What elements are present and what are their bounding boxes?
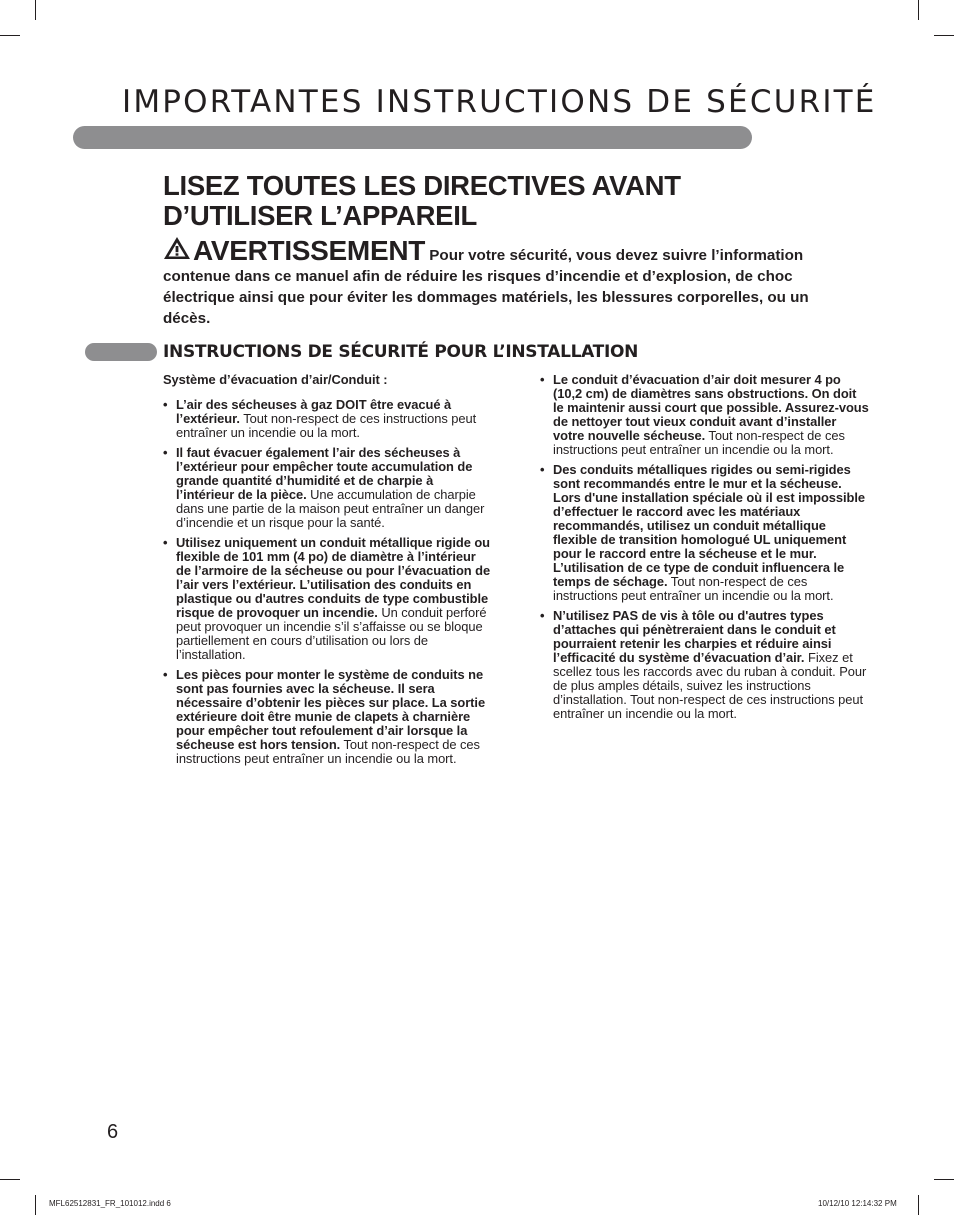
bullet: • bbox=[163, 535, 168, 550]
page-number: 6 bbox=[107, 1121, 119, 1143]
crop-mark-top-right-h bbox=[934, 35, 954, 36]
main-heading-line-1: LISEZ TOUTES LES DIRECTIVES AVANT bbox=[163, 170, 681, 201]
warning-block bbox=[163, 236, 833, 329]
subsection-heading: Système d’évacuation d’air/Conduit : bbox=[163, 372, 388, 387]
list-item bbox=[163, 536, 493, 662]
item-text: Tout non-respect de ces instructions peut entraîner un incendie ou la mort. bbox=[553, 428, 845, 457]
crop-mark-bottom-right-h bbox=[934, 1179, 954, 1180]
left-bullet-list bbox=[163, 398, 493, 766]
bullet: • bbox=[540, 372, 545, 387]
item-bold-text: Le conduit d’évacuation d’air doit mesurer 4 po (10,2 cm) de diamètres sans obstructions. On doit le maintenir aussi court que possible. Assurez-vous de nettoyer tout vieux conduit avant d’installer votre nouvelle sécheuse. bbox=[553, 372, 869, 443]
warning-triangle-icon bbox=[163, 236, 191, 266]
main-heading bbox=[163, 171, 803, 231]
section-marker-bar bbox=[85, 343, 157, 361]
bullet: • bbox=[163, 667, 168, 682]
crop-mark-bottom-right-v bbox=[918, 1195, 919, 1215]
right-column bbox=[540, 373, 870, 727]
item-text: Tout non-respect de ces instructions peut entraîner un incendie ou la mort. bbox=[176, 737, 480, 766]
item-text: Fixez et scellez tous les raccords avec du ruban à conduit. Pour de plus amples détails, suivez les instructions d’installation. Tout non-respect de ces instructions peut entraîner un incendie ou la mort. bbox=[553, 650, 867, 721]
list-item bbox=[163, 446, 493, 530]
item-bold-text: Utilisez uniquement un conduit métallique rigide ou flexible de 101 mm (4 po) de diamètre à l’intérieur de l’armoire de la sécheuse ou pour l’évacuation de l’air vers l’extérieur. L’utilisation des conduits en plastique ou d'autres conduits de type combustible risque de provoquer un incendie. bbox=[176, 535, 491, 620]
crop-mark-top-left-h bbox=[0, 35, 20, 36]
item-bold-text: Les pièces pour monter le système de conduits ne sont pas fournies avec la sécheuse. Il sera nécessaire d’obtenir les pièces sur place. La sortie extérieure doit être munie de clapets à charnière pour empêcher tout refoulement d’air lorsque la sécheuse est hors tension. bbox=[176, 667, 486, 752]
warning-word: AVERTISSEMENT bbox=[193, 235, 426, 266]
crop-mark-bottom-left-v bbox=[35, 1195, 36, 1215]
crop-mark-bottom-left-h bbox=[0, 1179, 20, 1180]
section-title: INSTRUCTIONS DE SÉCURITÉ POUR L’INSTALLATION bbox=[163, 342, 639, 362]
bullet: • bbox=[163, 445, 168, 460]
right-bullet-list bbox=[540, 373, 870, 721]
item-text: Tout non-respect de ces instructions peut entraîner un incendie ou la mort. bbox=[176, 411, 477, 440]
left-column bbox=[163, 373, 493, 772]
item-text: Un conduit perforé peut provoquer un incendie s’il s’affaisse ou se bloque partiellement en cours d’utilisation ou lors de l’installation. bbox=[176, 605, 487, 662]
warning-text: Pour votre sécurité, vous devez suivre l’information contenue dans ce manuel afin de réduire les risques d’incendie et d’explosion, de choc électrique ainsi que pour éviter les dommages matériels, les blessures corporelles, ou un décès. bbox=[163, 247, 809, 327]
item-bold-text: L’air des sécheuses à gaz DOIT être evacué à l’extérieur. bbox=[176, 397, 452, 426]
item-bold-text: Il faut évacuer également l’air des sécheuses à l’extérieur pour empêcher toute accumulation de grande quantité d’humidité et de charpie à l’intérieur de la pièce. bbox=[176, 445, 473, 502]
list-item bbox=[540, 373, 870, 457]
list-item bbox=[540, 463, 870, 603]
warning-heading bbox=[163, 235, 426, 266]
item-bold-text: N’utilisez PAS de vis à tôle ou d'autres types d’attaches qui pénètreraient dans le conduit et pourraient retenir les charpies et réduire ainsi l’efficacité du système d’évacuation d’air. bbox=[553, 608, 836, 665]
item-bold-text: Des conduits métalliques rigides ou semi-rigides sont recommandés entre le mur et la sécheuse. Lors d'une installation spéciale où il est impossible d’effectuer le raccord avec les matériaux recommandés, utilisez un conduit métallique flexible de transition homologué UL uniquement pour le raccord entre la sécheuse et le mur. L’utilisation de ce type de conduit influencera le temps de séchage. bbox=[553, 462, 866, 589]
main-heading-line-2: D’UTILISER L’APPAREIL bbox=[163, 200, 478, 231]
list-item bbox=[163, 668, 493, 766]
item-text: Tout non-respect de ces instructions peut entraîner un incendie ou la mort. bbox=[553, 574, 834, 603]
crop-mark-top-left-v bbox=[35, 0, 36, 20]
bullet: • bbox=[540, 608, 545, 623]
item-text: Une accumulation de charpie dans une partie de la maison peut entraîner un danger d’incendie et un risque pour la santé. bbox=[176, 487, 485, 530]
crop-mark-top-right-v bbox=[918, 0, 919, 20]
footer-timestamp: 10/12/10 12:14:32 PM bbox=[818, 1199, 897, 1208]
footer-file-info: MFL62512831_FR_101012.indd 6 bbox=[49, 1199, 171, 1208]
title-underline-bar bbox=[73, 126, 752, 149]
page-title: IMPORTANTES INSTRUCTIONS DE SÉCURITÉ bbox=[122, 84, 877, 120]
list-item bbox=[540, 609, 870, 721]
bullet: • bbox=[163, 397, 168, 412]
list-item bbox=[163, 398, 493, 440]
bullet: • bbox=[540, 462, 545, 477]
